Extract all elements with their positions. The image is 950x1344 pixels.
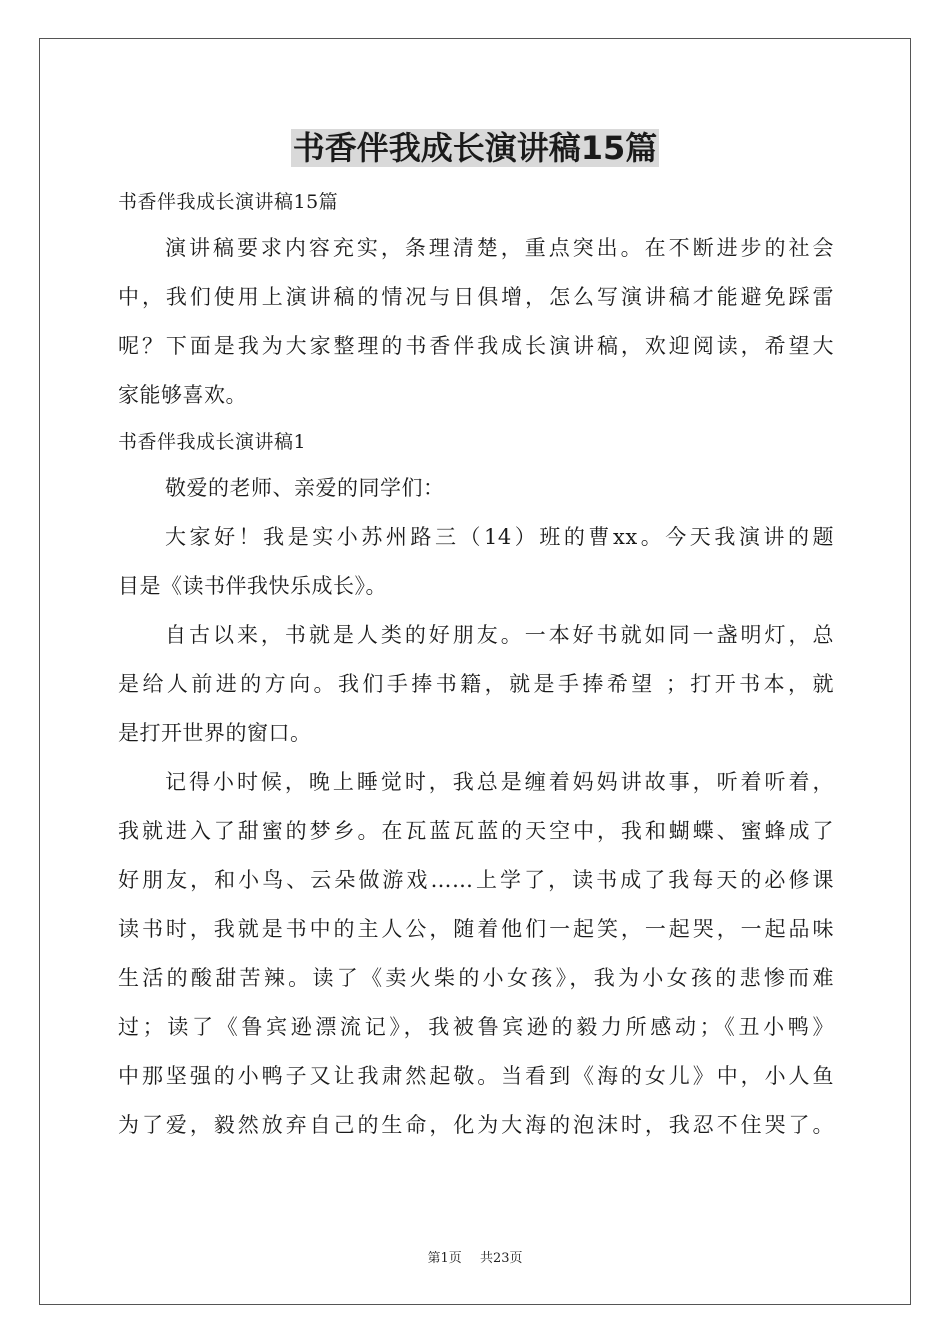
body-text-line: 目是《读书伴我快乐成长》。 [118,574,387,598]
body-text-line: 大家好！我是实小苏州路三（14）班的曹xx。今天我演讲的题 [165,525,834,549]
page-number: 第1页 [427,1251,462,1266]
body-text-line: 呢？下面是我为大家整理的书香伴我成长演讲稿，欢迎阅读，希望大 [118,334,834,358]
body-text-line: 过；读了《鲁宾逊漂流记》，我被鲁宾逊的毅力所感动；《丑小鸭》 [118,1015,834,1039]
document-body [118,180,834,1150]
document-title [0,126,950,170]
document-title-text: 书香伴我成长演讲稿15篇 [292,129,658,167]
body-text-line: 自古以来，书就是人类的好朋友。一本好书就如同一盏明灯，总 [165,623,834,647]
body-text-line: 敬爱的老师、亲爱的同学们： [165,476,445,500]
page-total: 共23页 [479,1251,523,1266]
section-heading: 书香伴我成长演讲稿1 [118,431,307,453]
section-heading: 书香伴我成长演讲稿15篇 [118,191,339,213]
page-footer [0,1247,950,1266]
body-text-line: 是给人前进的方向。我们手捧书籍，就是手捧希望 ；打开书本，就 [118,672,834,696]
body-text-line: 中那坚强的小鸭子又让我肃然起敬。当看到《海的女儿》中，小人鱼 [118,1064,834,1088]
body-text-line: 是打开世界的窗口。 [118,721,312,745]
body-text-line: 为了爱，毅然放弃自己的生命，化为大海的泡沫时，我忍不住哭了。 [118,1113,834,1137]
body-text-line: 记得小时候，晚上睡觉时，我总是缠着妈妈讲故事，听着听着， [165,770,834,794]
body-text-line: 中，我们使用上演讲稿的情况与日俱增，怎么写演讲稿才能避免踩雷 [118,285,834,309]
body-text-line: 我就进入了甜蜜的梦乡。在瓦蓝瓦蓝的天空中，我和蝴蝶、蜜蜂成了 [118,819,834,843]
body-text-line: 好朋友，和小鸟、云朵做游戏……上学了，读书成了我每天的必修课 [118,868,834,892]
body-text-line: 家能够喜欢。 [118,383,247,407]
body-text-line: 演讲稿要求内容充实，条理清楚，重点突出。在不断进步的社会 [165,236,834,260]
body-text-line: 读书时，我就是书中的主人公，随着他们一起笑，一起哭，一起品味 [118,917,834,941]
body-text-line: 生活的酸甜苦辣。读了《卖火柴的小女孩》，我为小女孩的悲惨而难 [118,966,834,990]
